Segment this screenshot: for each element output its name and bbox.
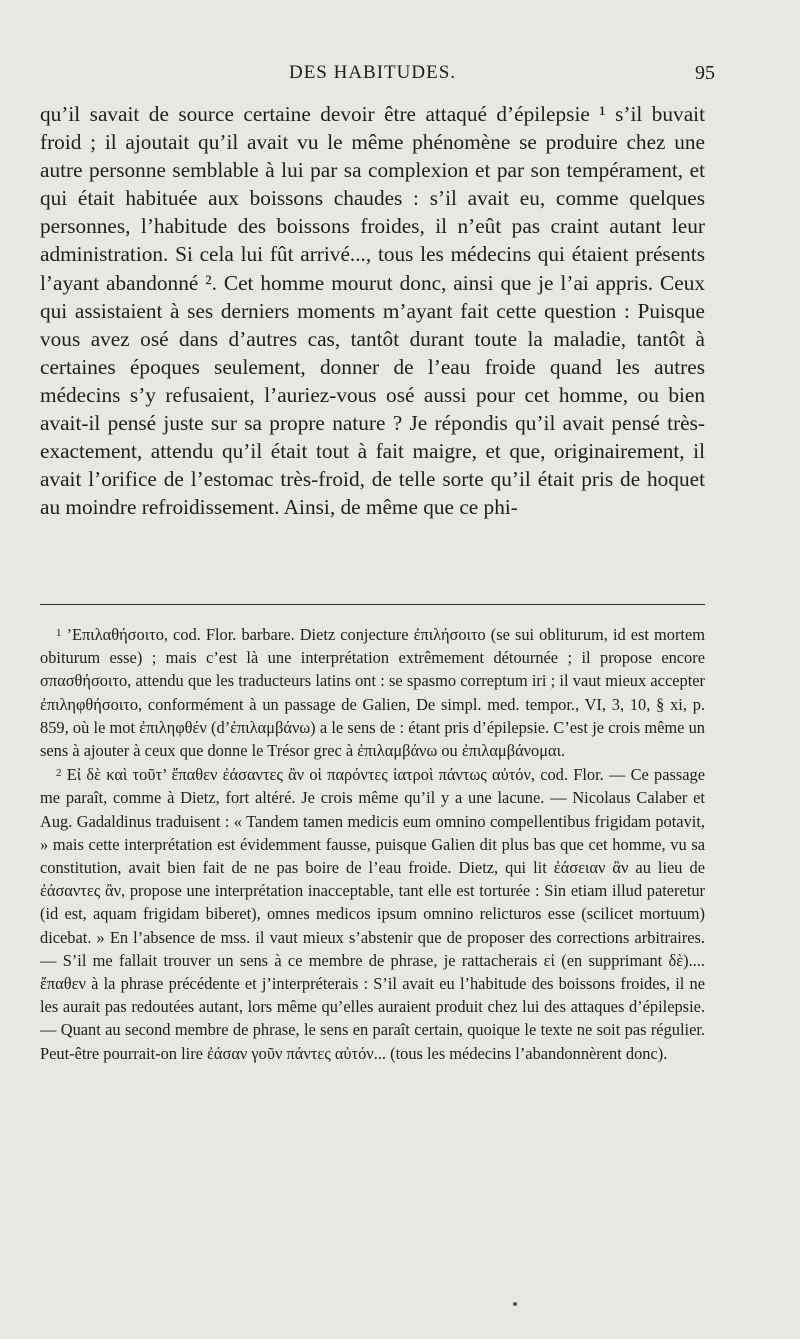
running-title: DES HABITUDES. [288, 62, 457, 83]
main-text [40, 100, 705, 521]
body-paragraph: qu’il savait de source certaine devoir être attaqué d’épilepsie ¹ s’il buvait froid ; il ajoutait qu’il avait vu le même phénomène se produire chez une autre personne semblable à lui par sa complexion et par son tempérament, et qui était habituée aux boissons chaudes : s’il avait eu, comme quelques personnes, l’habitude des boissons froides, il n’eût pas craint autant leur administration. Si cela lui fût arrivé..., tous les médecins qui étaient présents l’ayant abandonné ². Cet homme mourut donc, ainsi que je l’ai appris. Ceux qui assistaient à ses derniers moments m’ayant fait cette question : Puisque vous avez osé dans d’autres cas, tantôt durant toute la maladie, tantôt à certaines époques seulement, donner de l’eau froide quand les autres médecins s’y refusaient, l’auriez-vous osé aussi pour cet homme, ou bien avait-il pensé juste sur sa propre nature ? Je répondis qu’il avait pensé très-exactement, attendu qu’il était tout à fait maigre, et que, originairement, il avait l’orifice de l’estomac très-froid, de telle sorte qu’il était pris de hoquet au moindre refroidissement. Ainsi, de même que ce phi- [40, 102, 705, 520]
page-number: 95 [695, 62, 715, 84]
footnotes [40, 622, 705, 1065]
page-header [40, 56, 715, 92]
footnote-marker: 1 [56, 627, 62, 639]
footnote-marker: 2 [56, 767, 62, 780]
footnote-text: Εἰ δὲ καὶ τοῦτ’ ἔπαθεν ἐάσαντες ἂν οἱ παρόντες ἰατροὶ πάντως αὐτόν, cod. Flor. — Ce passage me paraît, comme à Dietz, fort altéré. Je crois même qu’il y a une lacune. — Nicolaus Calaber et Aug. Gadaldinus traduisent : « Tandem tamen medicis eum omnino compellentibus frigidam potavit, » mais cette interprétation est évidemment fausse, puisque Galien dit plus bas que cet homme, vu sa constitution, avait bien fait de ne pas boire de l’eau froide. Dietz, qui lit ἐάσειαν ἂν au lieu de ἐάσαντες ἂν, propose une interprétation inacceptable, tant elle est torturée : Sin etiam illud pateretur (id est, aquam frigidam biberet), omnes medicos ipsum omnino relicturos esse (scilicet mortuum) dicebat. » En l’absence de mss. il vaut mieux s’abstenir que de proposer des corrections arbitraires. — S’il me fallait trouver un sens à ce membre de phrase, je rattacherais εἰ (en supprimant δὲ).... ἔπαθεν à la phrase précédente et j’interpréterais : S’il avait eu l’habitude des boissons froides, il ne les aurait pas redoutées autant, lors même qu’elles auraient produit chez lui des attaques d’épilepsie. — Quant au second membre de phrase, le sens en paraît certain, quoique le texte ne soit pas régulier. Peut-être pourrait-on lire ἐάσαν γοῦν πάντες αὐτόν... (tous les médecins l’abandonnèrent donc). [40, 765, 705, 1063]
footnote-2 [40, 762, 705, 1065]
ink-speck [513, 1302, 517, 1306]
footnote-text: ’Επιλαθήσοιτο, cod. Flor. barbare. Dietz conjecture ἐπιλήσοιτο (se sui obliturum, id est mortem obiturum esse) ; mais c’est là une interprétation extrêmement détournée ; il propose encore σπασθήσοιτο, attendu que les traducteurs latins ont : se spasmo correptum iri ; il vaut mieux accepter ἐπιληφθήσοιτο, conformément à un passage de Galien, De simpl. med. tempor., VI, 3, 10, § xi, p. 859, où le mot ἐπιληφθέν (d’ἐπιλαμβάνω) a le sens de : étant pris d’épilepsie. C’est je crois même un sens à ajouter à ceux que donne le Trésor grec à ἐπιλαμβάνω ou ἐπιλαμβάνομαι. [40, 625, 705, 761]
footnote-1 [40, 622, 705, 762]
footnote-divider [40, 604, 705, 605]
